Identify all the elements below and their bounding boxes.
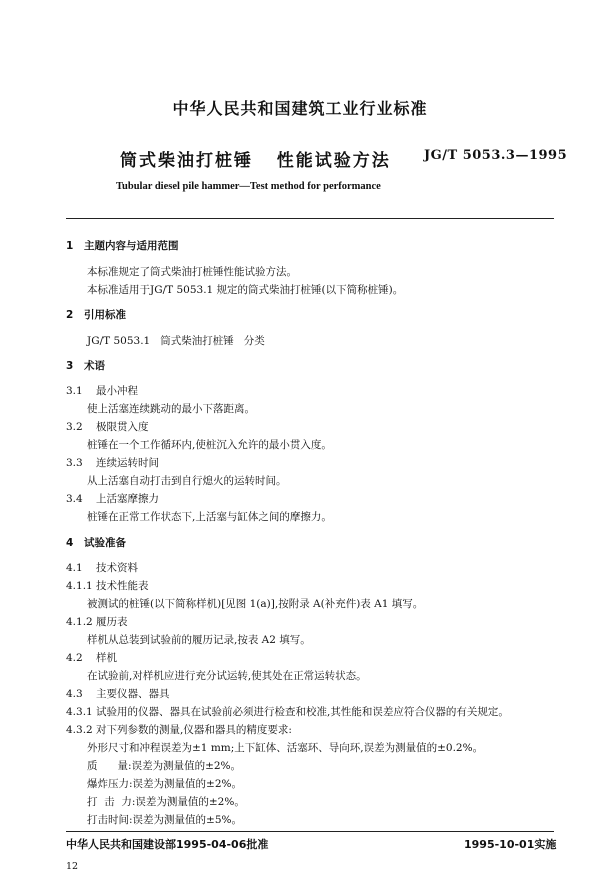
subsection-heading (66, 650, 117, 665)
subsection-number: 4.2 (66, 652, 83, 664)
term-title: 极限贯入度 (96, 421, 149, 433)
term-heading (66, 383, 138, 398)
document-title-en: Tubular diesel pile hammer—Test method for performance (116, 181, 381, 192)
section-number: 1 (66, 240, 74, 252)
paragraph: 样机从总装到试验前的履历记录,按表 A2 填写。 (87, 634, 311, 646)
standard-code: JG/T 5053.3—1995 (424, 148, 568, 163)
footer-rule (66, 831, 554, 832)
section-4-heading (66, 535, 126, 550)
section-title: 主题内容与适用范围 (84, 240, 179, 252)
term-definition: 使上活塞连续跳动的最小下落距离。 (87, 403, 255, 415)
measurement-requirement: 爆炸压力:误差为测量值的±2%。 (87, 778, 242, 790)
paragraph: 本标准规定了筒式柴油打桩锤性能试验方法。 (87, 266, 297, 278)
term-title: 上活塞摩擦力 (96, 493, 159, 505)
subsection-heading (66, 686, 170, 701)
reference-standard: JG/T 5053.1 筒式柴油打桩锤 分类 (87, 335, 265, 347)
clause-number: 4.3.1 (66, 706, 93, 718)
paragraph: 在试验前,对样机应进行充分试运转,使其处在正常运转状态。 (87, 670, 367, 682)
subsection-number: 4.1.1 (66, 580, 93, 592)
clause (66, 704, 509, 719)
term-definition: 从上活塞自动打击到自行熄火的运转时间。 (87, 475, 287, 487)
measurement-requirement: 打 击 力:误差为测量值的±2%。 (87, 796, 245, 808)
section-title: 试验准备 (84, 537, 126, 549)
subsection-title: 履历表 (96, 616, 128, 628)
approval-date: 中华人民共和国建设部1995-04-06批准 (66, 838, 269, 851)
term-heading (66, 491, 159, 506)
paragraph: 被测试的桩锤(以下简称样机)[见图 1(a)],按附录 A(补充件)表 A1 填写。 (87, 598, 424, 610)
subsection-number: 4.3 (66, 688, 83, 700)
subsection-title: 技术性能表 (96, 580, 149, 592)
paragraph: 本标准适用于JG/T 5053.1 规定的筒式柴油打桩锤(以下简称桩锤)。 (87, 284, 404, 296)
section-3-heading (66, 358, 105, 373)
section-number: 2 (66, 309, 74, 321)
subsection-heading (66, 560, 138, 575)
term-definition: 桩锤在正常工作状态下,上活塞与缸体之间的摩擦力。 (87, 511, 332, 523)
subsection-title: 样机 (96, 652, 117, 664)
clause-text: 试验用的仪器、器具在试验前必须进行检查和校准,其性能和误差应符合仪器的有关规定。 (96, 706, 509, 718)
section-number: 3 (66, 360, 74, 372)
term-title: 最小冲程 (96, 385, 138, 397)
document-title-cn: 筒式柴油打桩锤 性能试验方法 (120, 151, 391, 171)
term-title: 连续运转时间 (96, 457, 159, 469)
subsection-title: 主要仪器、器具 (96, 688, 170, 700)
clause-number: 4.3.2 (66, 724, 93, 736)
clause-text: 对下列参数的测量,仪器和器具的精度要求: (96, 724, 292, 736)
measurement-requirement: 质 量:误差为测量值的±2%。 (87, 760, 242, 772)
header-rule (66, 218, 554, 219)
term-heading (66, 419, 149, 434)
subsection-title: 技术资料 (96, 562, 138, 574)
section-title: 术语 (84, 360, 105, 372)
measurement-requirement: 外形尺寸和冲程误差为±1 mm;上下缸体、活塞环、导向环,误差为测量值的±0.2%。 (87, 742, 484, 754)
term-number: 3.3 (66, 457, 83, 469)
term-number: 3.4 (66, 493, 83, 505)
subsection-number: 4.1.2 (66, 616, 93, 628)
subsection-heading (66, 614, 128, 629)
section-2-heading (66, 307, 126, 322)
clause (66, 722, 292, 737)
subsection-number: 4.1 (66, 562, 83, 574)
implementation-date: 1995-10-01实施 (464, 838, 557, 851)
section-1-heading (66, 238, 179, 253)
page-number: 12 (66, 861, 79, 872)
term-definition: 桩锤在一个工作循环内,使桩沉入允许的最小贯入度。 (87, 439, 332, 451)
section-title: 引用标准 (84, 309, 126, 321)
term-number: 3.1 (66, 385, 83, 397)
subsection-heading (66, 578, 149, 593)
term-heading (66, 455, 159, 470)
measurement-requirement: 打击时间:误差为测量值的±5%。 (87, 814, 242, 826)
standard-type-heading: 中华人民共和国建筑工业行业标准 (172, 99, 428, 118)
section-number: 4 (66, 537, 74, 549)
term-number: 3.2 (66, 421, 83, 433)
